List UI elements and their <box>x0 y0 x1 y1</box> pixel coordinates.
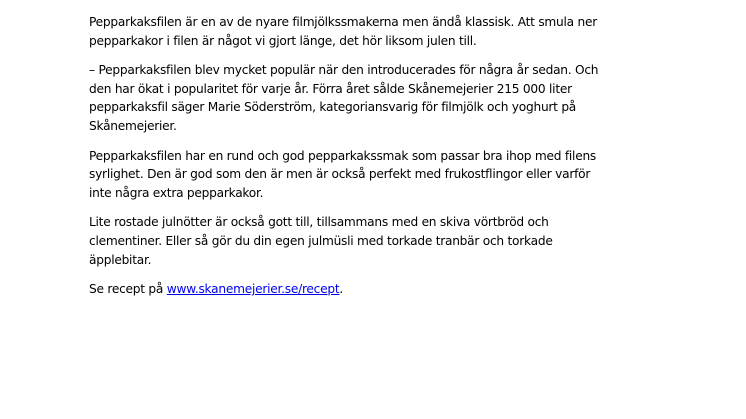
paragraph-quote: – Pepparkaksfilen blev mycket populär när den introducerades för några år sedan. Och den har ökat i popularitet för varje år. Förra året sålde Skånemejerier 215 000 liter pepparkaksfil säger Marie Söderström, kategoriansvarig för filmjölk och yoghurt på Skånemejerier. <box>89 63 599 133</box>
paragraph-serving: Lite rostade julnötter är också gott till, tillsammans med en skiva vörtbröd och clementiner. Eller så gör du din egen julmüsli med torkade tranbär och torkade äpplebitar. <box>89 215 553 267</box>
recipe-suffix: . <box>339 282 344 297</box>
recipe-prefix: Se recept på <box>89 282 167 297</box>
article-body <box>89 13 609 310</box>
paragraph-taste: Pepparkaksfilen har en rund och god pepparkakssmak som passar bra ihop med filens syrlighet. Den är god som den är men är också perfekt med frukostflingor eller varför inte några extra pepparkakor. <box>89 148 597 200</box>
recipe-link[interactable]: www.skanemejerier.se/recept <box>166 282 340 297</box>
paragraph-recipe <box>89 280 609 299</box>
paragraph-intro: Pepparkaksfilen är en av de nyare filmjölkssmakerna men ändå klassisk. Att smula ner pepparkakor i filen är något vi gjort länge, det hör liksom julen till. <box>89 15 597 48</box>
